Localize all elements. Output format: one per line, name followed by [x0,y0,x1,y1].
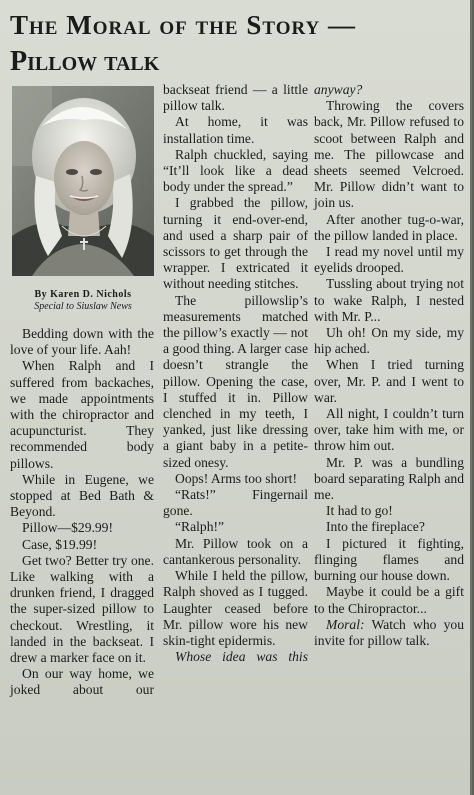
paragraph: At home, it was installation time. [163,114,308,146]
author-affiliation: Special to Siuslaw News [34,301,132,312]
paragraph: Throwing the covers back, Mr. Pillow refused to scoot between Ralph and me. The pillowcase and sheets seemed Velcroed. Mr. Pillow didn’t want to join us. [314,98,464,211]
column-kicker: The Moral of the Story — [10,10,356,40]
paragraph: Mr. P. was a bundling board separating Ralph and me. [314,454,464,503]
author-photo [12,86,154,276]
moral-paragraph [314,617,464,649]
article-headline: Pillow talk [10,46,160,77]
author-name: By Karen D. Nichols [34,289,132,300]
paragraph: Get two? Better try one. Like walking with a drunken friend, I dragged the super-sized pillow to checkout. Wrestling, it landed in the backseat. I drew a marker face on it. [10,552,154,666]
paragraph: Oops! Arms too short! [175,470,297,486]
paragraph: I pictured it fighting, flinging flames and burning our house down. [314,535,464,584]
paragraph: After another tug-o-war, the pillow landed in place. [314,211,464,243]
byline [12,289,154,313]
paragraph: I grabbed the pillow, turning it end-over-end, and used a sharp pair of scissors to get through the wrapper. I extricated it without needing stitches. [163,195,308,292]
paragraph: I read my novel until my eyelids drooped. [314,244,464,276]
paragraph: backseat friend — a little pillow talk. [163,82,308,114]
moral-text: Watch who you invite for pillow talk. [314,616,464,648]
author-portrait-image [12,86,154,276]
paragraph: While in Eugene, we stopped at Bed Bath & Beyond. [10,471,154,520]
paragraph: The pillowslip’s measurements matched the pillow’s exactly — not a good thing. A larger case doesn’t strangle the pillow. Opening the case, I stuffed it in. Pillow clenched in my teeth, I yanked, just like dressing a giant baby in a petite-sized onesy. [163,292,308,470]
paragraph: “Rats!” Fingernail gone. [163,487,308,519]
paragraph: anyway? [314,82,363,97]
paragraph: All night, I couldn’t turn over, take him with me, or throw him out. [314,406,464,454]
paragraph: On our way home, we joked about our [10,666,154,698]
paragraph: It had to go! [326,503,393,519]
moral-label: Moral: [326,616,365,632]
paragraph: When Ralph and I suffered from backaches, we made appointments with the chiropractor and acupuncturist. They recommended body pillows. [10,358,154,471]
text-column-2 [163,82,308,665]
paragraph: Mr. Pillow took on a cantankerous personality. [163,535,308,567]
page-edge [470,0,472,795]
text-column-3 [314,82,464,649]
paragraph: “Ralph!” [175,519,225,535]
text-column-1 [10,326,154,699]
paragraph: Pillow—$29.99! [22,520,114,536]
paragraph: Maybe it could be a gift to the Chiropractor... [314,584,464,616]
paragraph: Case, $19.99! [22,536,98,552]
paragraph: Uh oh! On my side, my hip ached. [314,325,464,357]
paragraph: Bedding down with the love of your life. Aah! [10,326,154,358]
paragraph: Tussling about trying not to wake Ralph, I nested with Mr. P... [314,276,464,324]
paragraph: While I held the pillow, Ralph shoved as I tugged. Laughter ceased before Mr. pillow wore his new skin-tight epidermis. [163,568,308,648]
paragraph: Whose idea was this [175,649,308,665]
paragraph: When I tried turning over, Mr. P. and I went to war. [314,357,464,405]
paragraph: Into the fireplace? [326,519,425,535]
paragraph: Ralph chuckled, saying “It’ll look like a dead body under the spread.” [163,146,308,195]
